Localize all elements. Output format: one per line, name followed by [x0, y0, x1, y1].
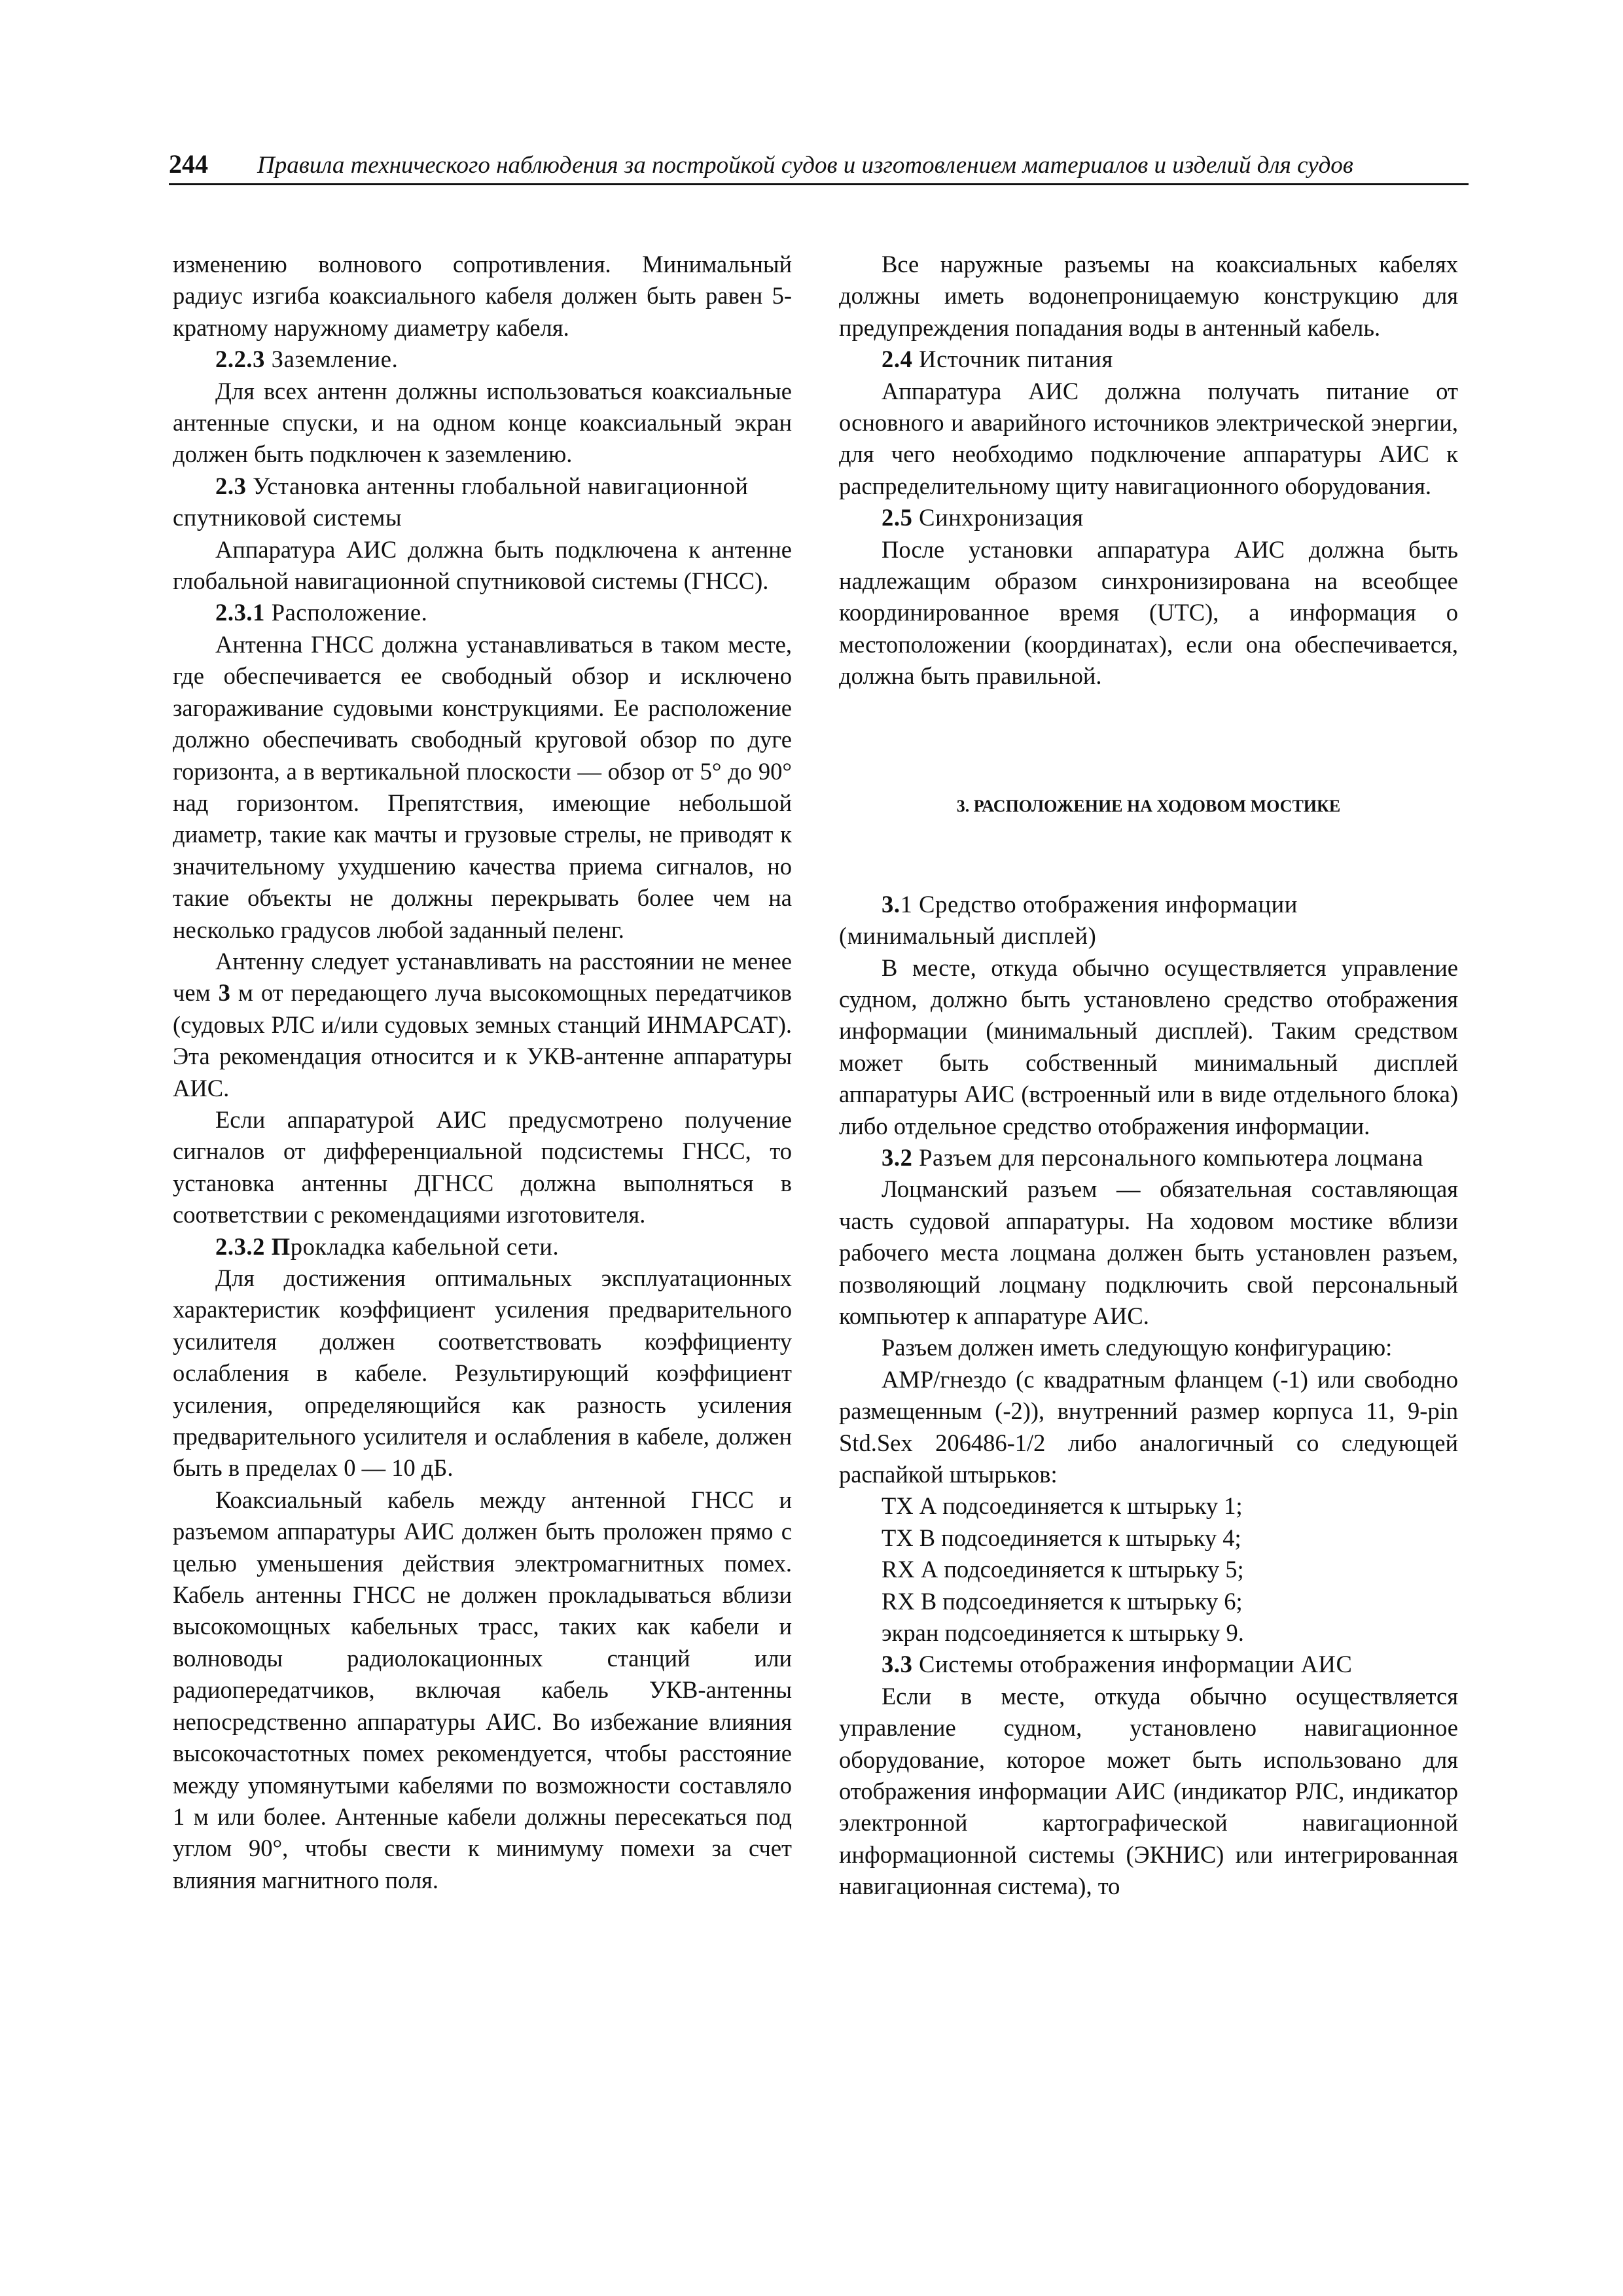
- heading-2-5: [839, 502, 1458, 533]
- heading-text: Синхронизация: [912, 504, 1084, 531]
- paragraph: Для всех антенн должны использоваться коаксиальные антенные спуски, и на одном конце коаксиальный экран должен быть подключен к заземлению.: [173, 377, 792, 468]
- section-heading-3: 3. РАСПОЛОЖЕНИЕ НА ХОДОВОМ МОСТИКЕ: [956, 796, 1341, 816]
- running-header: [169, 145, 1469, 185]
- running-title: Правила технического наблюдения за постройкой судов и изготовлением материалов и изделий для судов: [257, 152, 1353, 179]
- heading-2-4: [839, 344, 1458, 375]
- heading-text: Разъем для персонального компьютера лоцмана: [912, 1143, 1423, 1171]
- text-run: м от передающего луча высокомощных передатчиков (судовых РЛС и/или судовых земных станций ИНМАРСАТ). Эта рекомендация относится и к УКВ-антенне аппаратуры АИС.: [173, 979, 792, 1102]
- heading-number: 2.2.3: [215, 346, 265, 373]
- pin-list-item: экран подсоединяется к штырьку 9.: [882, 1619, 1244, 1647]
- paragraph: Для достижения оптимальных эксплуатационных характеристик коэффициент усиления предварительного усилителя должен соответствовать коэффициенту ослабления в кабеле. Результирующий коэффициент усиления, определяющийся как разность усиления предварительного усилителя и ослабления в кабеле, должен быть в пределах 0 — 10 дБ.: [173, 1265, 792, 1482]
- paragraph: АМР/гнездо (с квадратным фланцем (-1) или свободно размещенным (-2)), внутренний размер корпуса 11, 9-pin Std.Sex 206486-1/2 либо аналогичный со следующей распайкой штырьков:: [839, 1365, 1458, 1488]
- heading-text: Источник питания: [912, 346, 1113, 373]
- heading-3-3: [839, 1649, 1458, 1680]
- heading-number: 3.2: [882, 1143, 913, 1171]
- right-column: [839, 249, 1458, 1903]
- pin-list-item: ТХ В подсоединяется к штырьку 4;: [882, 1524, 1241, 1551]
- paragraph: Коаксиальный кабель между антенной ГНСС и разъемом аппаратуры АИС должен быть проложен прямо с целью уменьшения действия электромагнитных помех. Кабель антенны ГНСС не должен прокладываться вблизи высокомощных кабельных трасс, таких как кабели и волноводы радиолокационных станций или радиопередатчиков, включая кабель УКВ-антенны непосредственно аппаратуры АИС. Во избежание влияния высокочастотных помех рекомендуется, чтобы расстояние между упомянутыми кабелями по возможности составляло 1 м или более. Антенные кабели должны пересекаться под углом 90°, чтобы свести к минимуму помехи за счет влияния магнитного поля.: [173, 1486, 792, 1893]
- paragraph: В месте, откуда обычно осуществляется управление судном, должно быть установлено средство отображения информации (минимальный дисплей). Таким средством может быть собственный минимальный дисплей аппаратуры АИС (встроенный или в виде отдельного блока) либо отдельное средство отображения информации.: [839, 954, 1458, 1139]
- heading-text: рокладка кабельной сети.: [290, 1232, 560, 1260]
- paragraph: Если в месте, откуда обычно осуществляется управление судном, установлено навигационное оборудование, которое может быть использовано для отображения информации АИС (индикатор РЛС, индикатор электронной картографической навигационной информационной системы (ЭКНИС) или интегрированная навигационная система), то: [839, 1682, 1458, 1900]
- text-run: Антенну следует устанавливать на расстоянии не менее чем: [173, 947, 792, 1007]
- heading-number: 2.3: [215, 472, 247, 499]
- spacer: [839, 822, 1458, 889]
- pin-list-item: RX В подсоединяется к штырьку 6;: [882, 1587, 1243, 1615]
- spacer: [839, 692, 1458, 791]
- heading-text: Системы отображения информации АИС: [912, 1651, 1353, 1678]
- heading-text: Расположение.: [265, 599, 428, 626]
- heading-number: 2.4: [882, 346, 913, 373]
- heading-text: 1 Средство отображения информации (минимальный дисплей): [839, 890, 1298, 950]
- heading-text: Заземление.: [265, 346, 399, 373]
- paragraph: Все наружные разъемы на коаксиальных кабелях должны иметь водонепроницаемую конструкцию для предупреждения попадания воды в антенный кабель.: [839, 251, 1458, 341]
- heading-3-1: [839, 889, 1458, 952]
- left-column: [173, 249, 792, 1896]
- heading-3-2: [839, 1142, 1458, 1174]
- page-number: 244: [169, 149, 208, 179]
- heading-number: 2.3.2 П: [215, 1232, 291, 1260]
- text-run-bold: 3: [218, 979, 230, 1007]
- paragraph: Антенна ГНСС должна устанавливаться в таком месте, где обеспечивается ее свободный обзор и исключено загораживание судовыми конструкциями. Ее расположение должно обеспечивать свободный круговой обзор по дуге горизонта, а в вертикальной плоскости — обзор от 5° до 90° над горизонтом. Препятствия, имеющие небольшой диаметр, такие как мачты и грузовые стрелы, не приводят к значительному ухудшению качества приема сигналов, но такие объекты не должны перекрывать более чем на несколько градусов любой заданный пеленг.: [173, 630, 792, 943]
- paragraph: Если аппаратурой АИС предусмотрено получение сигналов от дифференциальной подсистемы ГНСС, то установка антенны ДГНСС должна выполняться в соответствии с рекомендациями изготовителя.: [173, 1105, 792, 1229]
- heading-2-3-2: [173, 1231, 792, 1263]
- paragraph: Аппаратура АИС должна быть подключена к антенне глобальной навигационной спутниковой системы (ГНСС).: [173, 535, 792, 595]
- paragraph: изменению волнового сопротивления. Минимальный радиус изгиба коаксиального кабеля должен быть равен 5-кратному наружному диаметру кабеля.: [173, 251, 792, 341]
- heading-number: 2.3.1: [215, 599, 265, 626]
- paragraph: После установки аппаратура АИС должна быть надлежащим образом синхронизирована на всеобщее координированное время (UTC), а информация о местоположении (координатах), если она обеспечивается, должна быть правильной.: [839, 535, 1458, 690]
- paragraph: Аппаратура АИС должна получать питание от основного и аварийного источников электрической энергии, для чего необходимо подключение аппаратуры АИС к распределительному щиту навигационного оборудования.: [839, 377, 1458, 499]
- pin-list-item: RX А подсоединяется к штырьку 5;: [882, 1556, 1244, 1583]
- heading-2-3: [173, 471, 792, 534]
- pin-list-item: ТХ А подсоединяется к штырьку 1;: [882, 1492, 1243, 1520]
- heading-number: 3.3: [882, 1651, 913, 1678]
- heading-number: 2.5: [882, 504, 913, 531]
- paragraph: Лоцманский разъем — обязательная составляющая часть судовой аппаратуры. На ходовом мостике вблизи рабочего места лоцмана должен быть установлен разъем, позволяющий лоцману подключить свой персональный компьютер к аппаратуре АИС.: [839, 1175, 1458, 1329]
- heading-2-2-3: [173, 344, 792, 375]
- paragraph: Разъем должен иметь следующую конфигурацию:: [882, 1334, 1393, 1361]
- paragraph: [173, 946, 792, 1104]
- heading-2-3-1: [173, 597, 792, 628]
- heading-text: Установка антенны глобальной навигационной спутниковой системы: [173, 472, 749, 531]
- heading-number: 3.: [882, 890, 901, 918]
